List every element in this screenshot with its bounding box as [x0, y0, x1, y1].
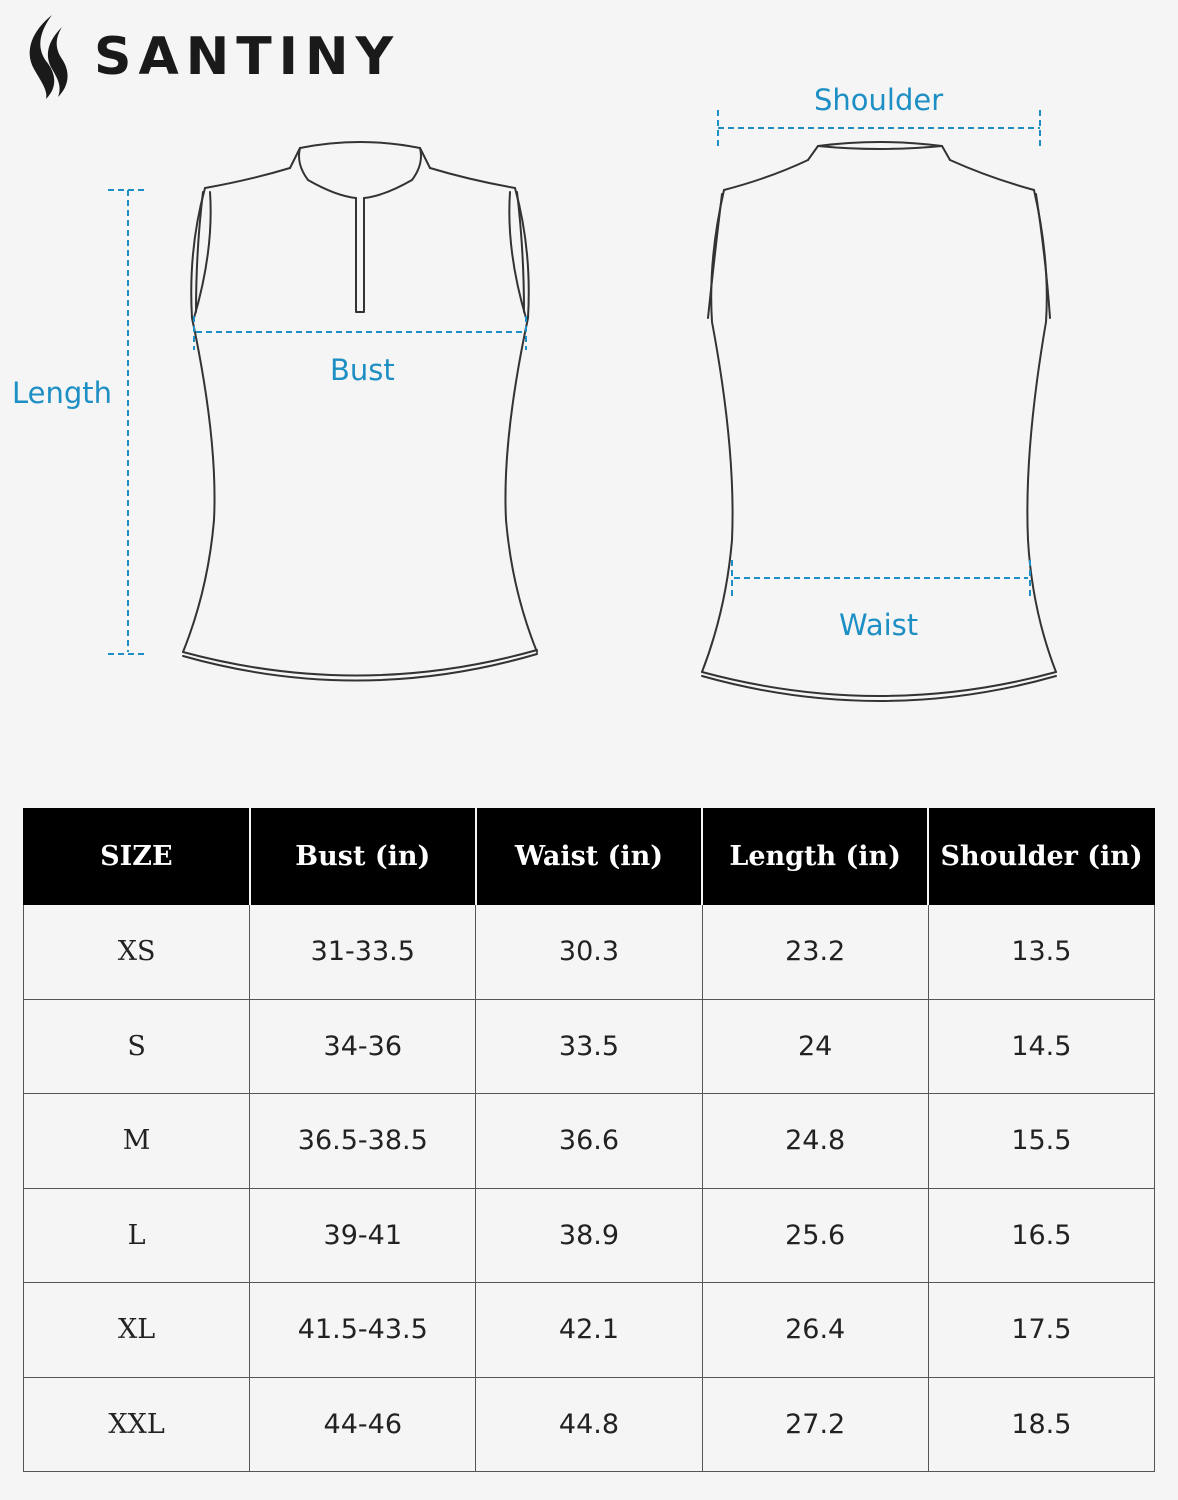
header-length: Length (in) — [702, 809, 928, 905]
header-bust: Bust (in) — [250, 809, 476, 905]
bust-measure-line — [194, 316, 526, 350]
size-chart-table — [23, 808, 1155, 1472]
length-cell: 24 — [702, 999, 928, 1094]
bust-cell: 44-46 — [250, 1377, 476, 1472]
shoulder-cell: 18.5 — [928, 1377, 1154, 1472]
length-cell: 27.2 — [702, 1377, 928, 1472]
size-cell: XS — [24, 905, 250, 1000]
length-cell: 25.6 — [702, 1188, 928, 1283]
waist-cell: 36.6 — [476, 1094, 702, 1189]
waist-cell: 30.3 — [476, 905, 702, 1000]
waist-cell: 44.8 — [476, 1377, 702, 1472]
size-cell: XL — [24, 1283, 250, 1378]
shoulder-cell: 17.5 — [928, 1283, 1154, 1378]
table-row — [24, 1094, 1155, 1189]
length-cell: 24.8 — [702, 1094, 928, 1189]
length-cell: 23.2 — [702, 905, 928, 1000]
brand-name: SANTINY — [94, 27, 401, 87]
size-cell: L — [24, 1188, 250, 1283]
waist-label: Waist — [839, 608, 919, 642]
size-cell: XXL — [24, 1377, 250, 1472]
waist-cell: 33.5 — [476, 999, 702, 1094]
waist-measure-line — [732, 560, 1030, 598]
bust-cell: 31-33.5 — [250, 905, 476, 1000]
shoulder-label: Shoulder — [814, 83, 944, 117]
shoulder-cell: 16.5 — [928, 1188, 1154, 1283]
waist-cell: 42.1 — [476, 1283, 702, 1378]
table-row — [24, 905, 1155, 1000]
bust-cell: 39-41 — [250, 1188, 476, 1283]
size-cell: M — [24, 1094, 250, 1189]
shoulder-cell: 14.5 — [928, 999, 1154, 1094]
shoulder-cell: 13.5 — [928, 905, 1154, 1000]
bust-cell: 36.5-38.5 — [250, 1094, 476, 1189]
table-row — [24, 999, 1155, 1094]
shoulder-cell: 15.5 — [928, 1094, 1154, 1189]
length-label: Length — [12, 376, 113, 410]
sleeveless-zip-top-front-icon — [183, 142, 537, 681]
length-measure-line — [108, 190, 148, 654]
size-cell: S — [24, 999, 250, 1094]
header-waist: Waist (in) — [476, 809, 702, 905]
length-cell: 26.4 — [702, 1283, 928, 1378]
bust-cell: 41.5-43.5 — [250, 1283, 476, 1378]
bust-label: Bust — [330, 353, 395, 387]
table-header-row — [24, 809, 1155, 905]
header-size: SIZE — [24, 809, 250, 905]
table-row — [24, 1283, 1155, 1378]
waist-cell: 38.9 — [476, 1188, 702, 1283]
table-row — [24, 1377, 1155, 1472]
header-shoulder: Shoulder (in) — [928, 809, 1154, 905]
bust-cell: 34-36 — [250, 999, 476, 1094]
table-row — [24, 1188, 1155, 1283]
